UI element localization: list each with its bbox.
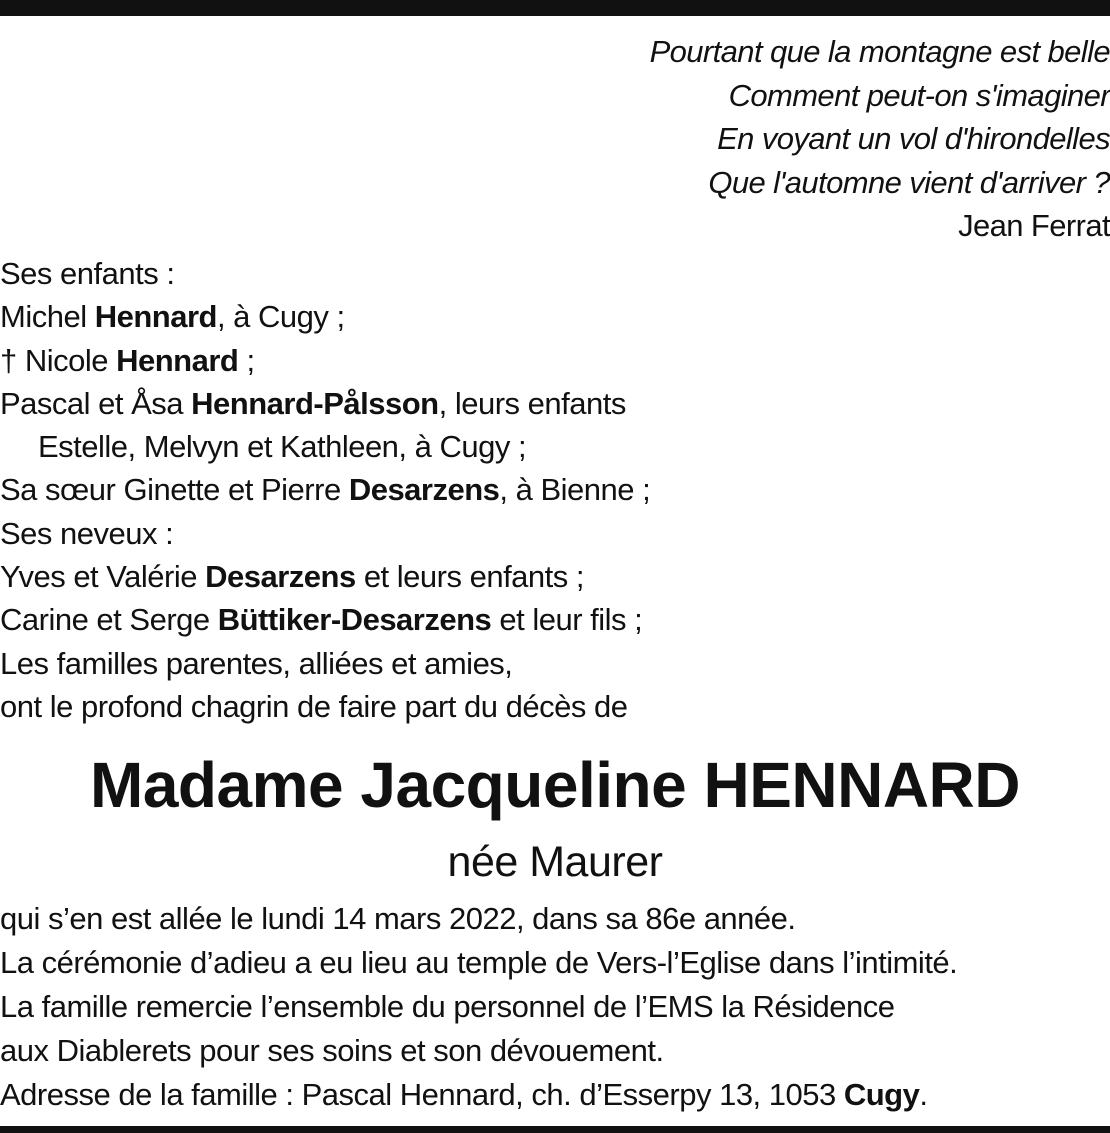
- poem-line: Que l'automne vient d'arriver ?: [708, 164, 1110, 200]
- text: , à Bienne ;: [499, 472, 651, 508]
- family-line: [0, 555, 650, 598]
- place: Cugy: [843, 1077, 920, 1112]
- closing-line: aux Diablerets pour ses soins et son dévouement.: [0, 1033, 664, 1068]
- text: , à Cugy ;: [216, 299, 345, 335]
- family-announcement: [0, 252, 650, 728]
- text: Michel: [0, 299, 95, 335]
- deceased-name: Madame Jacqueline HENNARD: [90, 749, 1020, 821]
- surname: Büttiker-Desarzens: [217, 602, 492, 638]
- epigraph-poem: [650, 30, 1110, 248]
- surname: Hennard: [116, 342, 239, 378]
- closing-line: La cérémonie d’adieu a eu lieu au temple de Vers-l’Eglise dans l’intimité.: [0, 945, 958, 980]
- text: ;: [238, 342, 255, 378]
- surname: Hennard: [94, 299, 217, 335]
- closing-text: [0, 897, 957, 1117]
- family-line: Ses neveux :: [0, 515, 174, 551]
- family-line: [0, 468, 650, 511]
- poem-line: En voyant un vol d'hirondelles: [717, 121, 1110, 156]
- maiden-name: née Maurer: [447, 838, 663, 886]
- family-line: [0, 598, 650, 641]
- family-line: ont le profond chagrin de faire part du décès de: [0, 688, 628, 724]
- surname: Hennard-Pålsson: [191, 385, 439, 421]
- surname: Desarzens: [348, 472, 500, 508]
- text: et leurs enfants ;: [355, 559, 585, 595]
- text: Yves et Valérie: [0, 559, 206, 595]
- closing-line: [0, 1073, 957, 1117]
- family-line: [0, 339, 650, 382]
- text: et leur fils ;: [491, 602, 643, 638]
- poem-author: Jean Ferrat: [958, 208, 1110, 243]
- text: † Nicole: [0, 342, 117, 378]
- text: Adresse de la famille : Pascal Hennard, ch. d’Esserpy 13, 1053: [0, 1077, 844, 1112]
- poem-line: Comment peut-on s'imaginer: [728, 77, 1110, 113]
- family-line: [0, 295, 650, 338]
- bottom-rule: [0, 1126, 1110, 1133]
- family-line: [0, 382, 650, 425]
- text: Pascal et Åsa: [0, 385, 192, 421]
- closing-line: qui s’en est allée le lundi 14 mars 2022, dans sa 86e année.: [0, 901, 796, 936]
- text: Carine et Serge: [0, 602, 218, 638]
- text: Sa sœur Ginette et Pierre: [0, 472, 349, 508]
- family-line: Ses enfants :: [0, 256, 175, 291]
- text: , leurs enfants: [438, 385, 626, 421]
- poem-line: Pourtant que la montagne est belle: [649, 34, 1110, 69]
- family-line: Les familles parentes, alliées et amies,: [0, 645, 513, 681]
- closing-line: La famille remercie l’ensemble du personnel de l’EMS la Résidence: [0, 989, 895, 1024]
- family-line: Estelle, Melvyn et Kathleen, à Cugy ;: [38, 429, 527, 465]
- surname: Desarzens: [205, 559, 356, 595]
- text: .: [919, 1077, 928, 1112]
- top-rule: [0, 0, 1110, 16]
